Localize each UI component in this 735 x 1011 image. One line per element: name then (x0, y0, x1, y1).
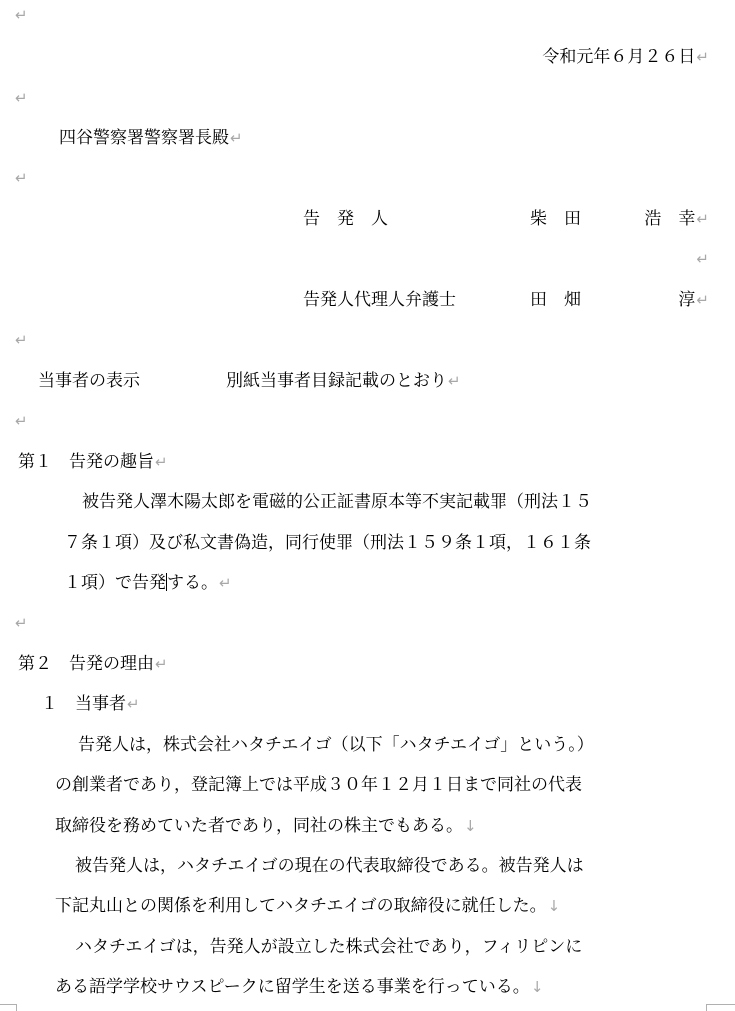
empty-paragraph: ↵ (15, 331, 28, 349)
section2-line: の創業者であり，登記簿上では平成３０年１２月１日まで同社の代表 (55, 775, 582, 795)
section1-last-line: １項）で告発する。↵ (64, 573, 232, 593)
empty-paragraph: ↵ (15, 614, 28, 632)
section2-line: ある語学学校サウスピークに留学生を送る事業を行っている。↓ (55, 977, 544, 997)
parties-label: 当事者の表示 (38, 371, 140, 391)
section1-heading: 第１ 告発の趣旨↵ (18, 452, 168, 472)
section2-line: 取締役を務めていた者であり，同社の株主でもある。↓ (55, 816, 477, 836)
section2-line: 被告発人は，ハタチエイゴの現在の代表取締役である。被告発人は (75, 856, 584, 876)
accuser-surname: 柴 田 (530, 209, 581, 229)
attorney-surname: 田 畑 (530, 290, 581, 310)
section1-line: ７条１項）及び私文書偽造，同行使罪（刑法１５９条１項，１６１条 (64, 533, 591, 553)
section2-line: ハタチエイゴは，告発人が設立した株式会社であり，フィリピンに (75, 937, 583, 957)
empty-paragraph: ↵ (15, 412, 28, 430)
parties-value: 別紙当事者目録記載のとおり↵ (226, 371, 461, 391)
accuser-label: 告 発 人 (303, 209, 388, 229)
empty-paragraph: ↵ (15, 169, 28, 187)
section1-line: 被告発人澤木陽太郎を電磁的公正証書原本等不実記載罪（刑法１５ (82, 492, 592, 512)
empty-paragraph: ↵ (696, 250, 709, 268)
accuser-given-name: 浩 幸↵ (644, 209, 709, 229)
section2-line: 告発人は，株式会社ハタチエイゴ（以下「ハタチエイゴ」という。） (78, 735, 594, 755)
document-date: 令和元年６月２６日↵ (542, 47, 709, 67)
empty-paragraph: ↵ (15, 89, 28, 107)
empty-paragraph: ↵ (15, 6, 28, 24)
section2-line: 下記丸山との関係を利用してハタチエイゴの取締役に就任した。↓ (55, 896, 561, 916)
attorney-label: 告発人代理人弁護士 (303, 290, 456, 310)
attorney-given-name: 淳↵ (678, 290, 709, 310)
section2-heading: 第２ 告発の理由↵ (18, 654, 168, 674)
section2-subheading: １ 当事者↵ (41, 694, 140, 714)
addressee: 四谷警察署警察署長殿↵ (59, 128, 243, 148)
